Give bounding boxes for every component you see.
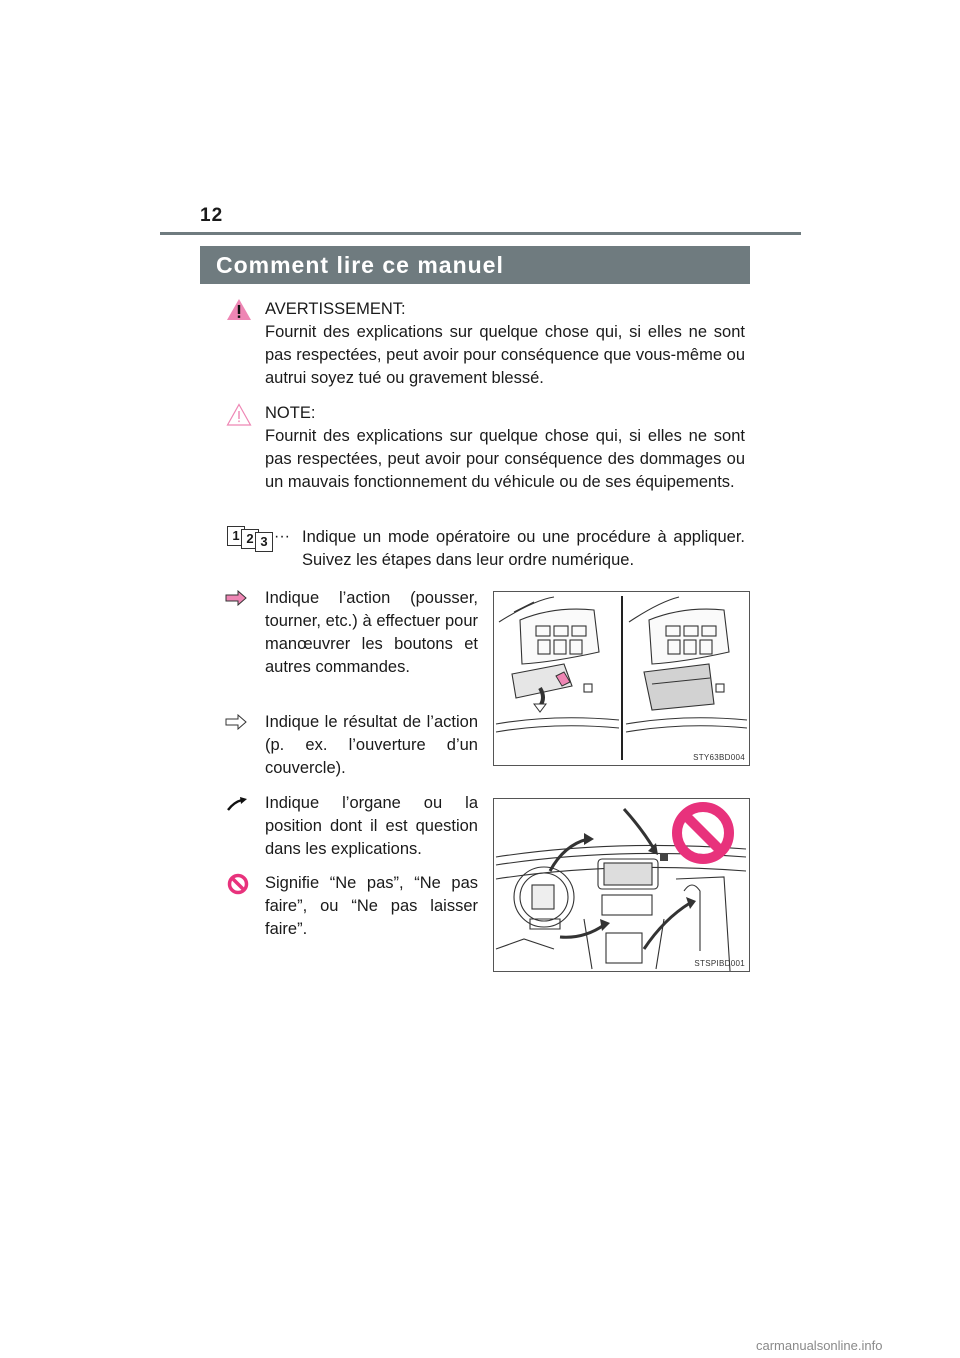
- figure-code: STY63BD004: [693, 753, 745, 762]
- page-number: 12: [200, 205, 224, 226]
- caution-triangle-icon: [226, 403, 252, 426]
- prohibition-icon: [227, 873, 249, 895]
- top-rule: [160, 232, 801, 235]
- warning-body: Fournit des explications sur quelque chose qui, si elles ne sont pas respectées, peut avoir pour conséquence que vous-même ou autrui soyez tué ou gravement blessé.: [265, 323, 745, 387]
- watermark: carmanualsonline.info: [756, 1338, 883, 1353]
- pointer-arrow-icon: [226, 796, 248, 812]
- dashboard-figure: [493, 798, 750, 972]
- step-number-2: 2: [241, 529, 259, 549]
- step-number-1: 1: [227, 526, 245, 546]
- warning-triangle-icon: [226, 298, 252, 321]
- prohibition-text: Signifie “Ne pas”, “Ne pas faire”, ou “Ne pas laisser faire”.: [265, 874, 478, 938]
- component-text: Indique l’organe ou la position dont il est question dans les explications.: [265, 794, 478, 858]
- warning-text: [265, 298, 745, 390]
- pink-arrow-icon: [225, 590, 247, 606]
- outline-arrow-icon: [225, 714, 247, 730]
- steps-ellipsis: ···: [274, 528, 290, 545]
- result-text: Indique le résultat de l’action (p. ex. l’ouverture d’un couvercle).: [265, 713, 478, 777]
- overhead-console-figure: [493, 591, 750, 766]
- note-heading: NOTE:: [265, 404, 316, 422]
- note-body: Fournit des explications sur quelque chose qui, si elles ne sont pas respectées, peut avoir pour conséquence des dommages ou un mauvais fonctionnement du véhicule ou de ses équipements.: [265, 427, 745, 491]
- step-number-3: 3: [255, 532, 273, 552]
- note-text: [265, 402, 745, 494]
- section-title: Comment lire ce manuel: [200, 246, 750, 284]
- steps-text: Indique un mode opératoire ou une procédure à appliquer. Suivez les étapes dans leur ordre numérique.: [302, 528, 745, 569]
- figure-code: STSPIBD001: [694, 959, 745, 968]
- warning-heading: AVERTISSEMENT:: [265, 300, 406, 318]
- action-text: Indique l’action (pousser, tourner, etc.) à effectuer pour manœuvrer les boutons et autres commandes.: [265, 589, 478, 676]
